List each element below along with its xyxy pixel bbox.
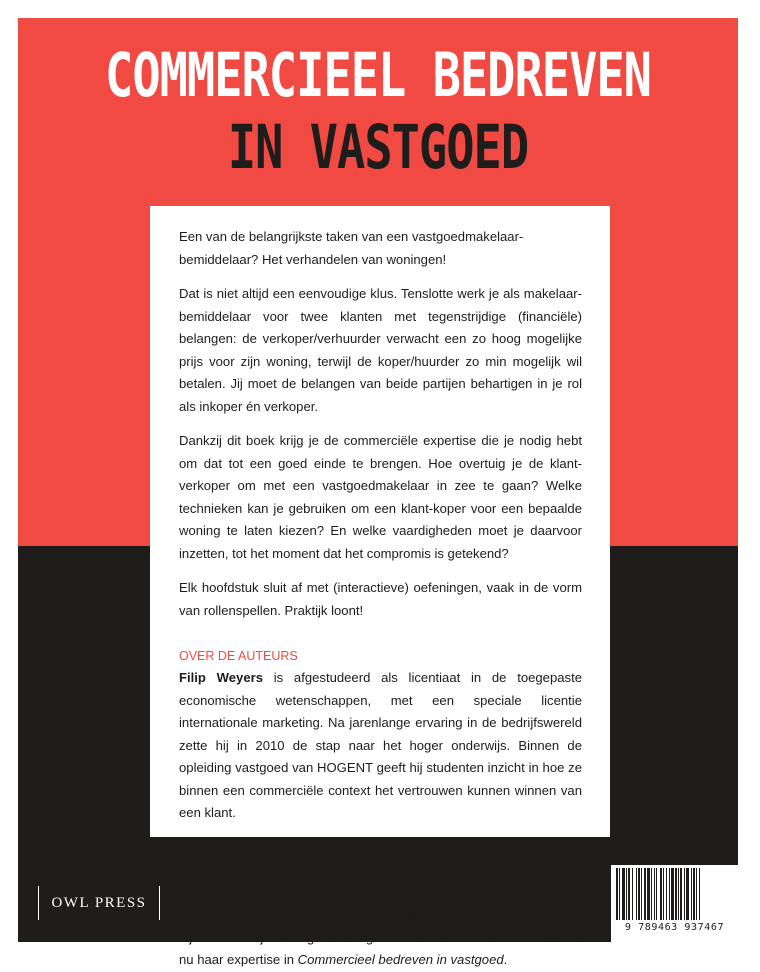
author-bio-1 xyxy=(179,667,582,825)
barcode-stripe xyxy=(684,868,685,920)
barcode-stripe xyxy=(616,868,618,920)
barcode-stripe xyxy=(651,868,652,920)
barcode-stripe xyxy=(669,868,670,920)
back-cover xyxy=(18,18,738,967)
blurb-paragraph-4: Elk hoofdstuk sluit af met (interactieve) oefeningen, vaak in de vorm van rollenspellen. Praktijk loont! xyxy=(179,580,582,618)
barcode-stripe xyxy=(691,868,692,920)
barcode-stripe xyxy=(628,868,630,920)
authors-heading: OVER DE AUTEURS xyxy=(179,649,298,663)
barcode-stripe xyxy=(699,868,700,920)
owl-press-logo xyxy=(38,886,160,920)
barcode-stripe xyxy=(622,868,625,920)
barcode-bars xyxy=(616,868,733,920)
barcode-stripe xyxy=(666,868,667,920)
barcode-stripe xyxy=(654,868,655,920)
author-name-2: Barbara Van Camp xyxy=(179,839,303,855)
barcode-stripe xyxy=(656,868,657,920)
barcode-stripe xyxy=(638,868,640,920)
barcode xyxy=(611,865,738,942)
barcode-stripe xyxy=(636,868,637,920)
blurb-paragraph-1: Een van de belangrijkste taken van een vastgoedmakelaar-bemiddelaar? Het verhandelen van woningen! xyxy=(179,229,524,267)
barcode-stripe xyxy=(647,868,650,920)
title-line-2: IN VASTGOED xyxy=(227,113,529,184)
barcode-stripe xyxy=(693,868,695,920)
publisher-name: OWL PRESS xyxy=(51,894,147,911)
barcode-stripe xyxy=(619,868,620,920)
barcode-stripe xyxy=(641,868,642,920)
barcode-stripe xyxy=(678,868,679,920)
isbn-number: 9 789463 937467 xyxy=(624,922,725,933)
author-text-2: ging na het behalen van haar licentie in de rechten, bachelor marketing en aggregaat aan de slag in de vastgoedwereld en het onderwijs. Als vastgoedmakelaar ontdekte ze haar passie voor makelen in het algemeen en inkopen in het bijzonder. Na jarenlange ervaring als docente aan HOGENT deelt ze nu haar expertise in xyxy=(179,839,582,967)
author-text-1: is afgestudeerd als licentiaat in de toegepaste economische wetenschappen, met een speciale licentie internationale marketing. Na jarenlange ervaring in de bedrijfswereld zette hij in 2010 de stap naar het hoger onderwijs. Binnen de opleiding vastgoed van HOGENT geeft hij studenten inzicht in hoe ze binnen een commerciële context het vertrouwen kunnen winnen van een klant. xyxy=(179,670,582,820)
barcode-stripe xyxy=(680,868,682,920)
barcode-stripe xyxy=(632,868,633,920)
text-panel xyxy=(150,206,610,967)
barcode-stripe xyxy=(663,868,664,920)
author-name-1: Filip Weyers xyxy=(179,670,263,685)
barcode-stripe xyxy=(686,868,689,920)
barcode-stripe xyxy=(644,868,646,920)
title-line-1: COMMERCIEEL BEDREVEN xyxy=(105,41,651,112)
book-title-italic: Commercieel bedreven in vastgoed xyxy=(297,952,504,967)
blurb-paragraph-3: Dankzij dit boek krijg je de commerciële expertise die je nodig hebt om dat tot een goed einde te brengen. Hoe overtuig je de klant-verkoper om met een vastgoedmakelaar in zee te gaan? Welke technieken kan je gebruiken om een klant-koper voor een bepaalde woning te laten kiezen? En welke vaardigheden moet je daarvoor inzetten, tot het moment dat het compromis is getekend? xyxy=(179,433,582,561)
barcode-stripe xyxy=(660,868,662,920)
barcode-stripe xyxy=(626,868,627,920)
blurb-paragraph-2: Dat is niet altijd een eenvoudige klus. Tenslotte werk je als makelaar-bemiddelaar voor twee klanten met tegenstrijdige (financiële) belangen: de verkoper/verhuurder verwacht een zo hoog mogelijke prijs voor zijn woning, terwijl de koper/huurder zo min mogelijk wil betalen. Jij moet de belangen van beide partijen behartigen in je rol als inkoper én verkoper. xyxy=(179,286,582,414)
barcode-stripe xyxy=(675,868,677,920)
author-bio-2 xyxy=(179,837,582,972)
barcode-stripe xyxy=(671,868,674,920)
barcode-stripe xyxy=(696,868,697,920)
author-text-2-end: . xyxy=(503,952,508,967)
